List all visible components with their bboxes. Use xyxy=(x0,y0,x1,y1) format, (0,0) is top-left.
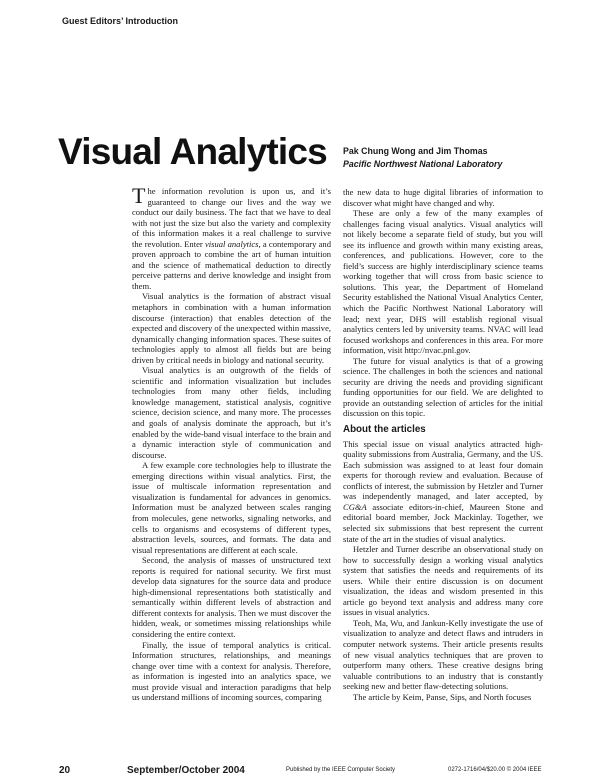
left-column xyxy=(132,183,331,703)
author-affiliation: Pacific Northwest National Laboratory xyxy=(343,159,503,169)
section-heading: About the articles xyxy=(343,424,426,436)
paragraph: Teoh, Ma, Wu, and Jankun-Kelly investigate the use of visualization to analyze and detect flaws and intruders in computer network systems. Their article presents results of new visual analytics techniques that are proven to outperform many others. These creative designs bring valuable contributions to an industry that is constantly seeking new and better flaw-detecting solutions. xyxy=(343,617,543,692)
copyright-line: 0272-1716/04/$20.00 © 2004 IEEE xyxy=(448,767,542,773)
publisher-line: Published by the IEEE Computer Society xyxy=(286,767,396,773)
paragraph: The future for visual analytics is that of a growing science. The challenges in both the sciences and national security are driving the needs and providing significant funding opportunities for our field. We are delighted to provide an outstanding selection of articles for the initial discussion on this topic. xyxy=(343,355,543,419)
paragraph: Visual analytics is an outgrowth of the fields of scientific and information visualization but includes technologies from many other fields, including knowledge management, statistical analysis, cognitive science, decision science, and many more. The processes and goals of analysis dominate the approach, but it’s enabled by the wide-band visual interface to the brain and a dynamic interaction style of communication and discourse. xyxy=(132,365,331,460)
paragraph: Visual analytics is the formation of abstract visual metaphors in combination with a human information discourse (interaction) that enables detection of the expected and discovery of the unexpected within massive, dynamically changing information spaces. These suites of technologies apply to almost all fields but are being driven by critical needs in biology and national security. xyxy=(132,291,331,365)
issue-date: September/October 2004 xyxy=(127,765,245,776)
page-footer xyxy=(0,765,600,776)
paragraph: These are only a few of the many examples of challenges facing visual analytics. Visual analytics will not likely become a separate field of study, but you will see its influence and growth within many existing areas, conferences, and publications. However, core to the field’s success are highly interdisciplinary science teams working together that will cross from basic science to solutions. This year, the Department of Homeland Security established the National Visual Analytics Center, which the Pacific Northwest National Laboratory will lead; next year, DHS will establish regional visual analytics centers led by university teams. NVAC will lead focused workshops and conferences in this area. For more information, visit http://nvac.pnl.gov. xyxy=(343,208,543,356)
paragraph: A few example core technologies help to illustrate the emerging directions within visual analytics. First, the issue of multiscale information representation and visualization is fundamental for advances in genomics. Information must be analyzed between scales ranging from molecules, gene networks, signaling networks, and cells to organisms and ecosystems of different types, abstraction levels, sources, and formats. The data and visual representations are different at each scale. xyxy=(132,460,331,555)
article-title: Visual Analytics xyxy=(58,131,327,172)
paragraph: The article by Keim, Panse, Sips, and North focuses xyxy=(353,691,532,702)
page-number: 20 xyxy=(59,765,71,776)
paragraph: This special issue on visual analytics attracted high-quality submissions from Australia, Germany, and the US. Each submission was assigned to at least four domain experts for thorough review and evaluation. Because of conflicts of interest, the submission by Hetzler and Turner was independently managed, and later accepted, by CG&A associate editors-in-chief, Maureen Stone and editorial board member, Jock Mackinlay. Together, we selected six submissions that best represent the current state of the art in the studies of visual analytics. xyxy=(343,438,543,544)
paragraph: Finally, the issue of temporal analytics is critical. Information structures, relationships, and meanings change over time with a context for analysis. Therefore, as information is ingested into an analytics space, we must provide visual and interaction paradigms that help us understand millions of incoming sources, comparing xyxy=(132,639,331,703)
right-column xyxy=(343,187,543,702)
paragraph: The information revolution is upon us, and it’s guaranteed to change our lives and the way we conduct our daily business. The fact that we have to deal with not just the size but also the variety and complexity of this information makes it a real challenge to survive the revolution. Enter visual analytics, a contemporary and proven approach to combine the art of human intuition and the science of mathematical deduction to directly perceive patterns and derive knowledge and insight from them. xyxy=(132,183,331,291)
section-label: Guest Editors’ Introduction xyxy=(62,16,179,26)
author-names: Pak Chung Wong and Jim Thomas xyxy=(343,146,488,156)
paragraph: Hetzler and Turner describe an observational study on how to successfully design a working visual analytics system that satisfies the needs and requirements of its users. While their entire discussion is on document visualization, the ideas and wisdom presented in this article go beyond text analysis and address many core issues in visual analytics. xyxy=(343,544,543,618)
paragraph: Second, the analysis of masses of unstructured text reports is required for national security. We first must develop data signatures for the source data and produce high-dimensional representations both statistically and semantically within different levels of abstraction and different contexts for analysis. Then we must discover the hidden, weak, or sometimes missing relationships while considering the entire context. xyxy=(132,555,331,639)
author-block xyxy=(343,145,502,171)
paragraph: the new data to huge digital libraries of information to discover what might have changed and why. xyxy=(343,187,543,208)
